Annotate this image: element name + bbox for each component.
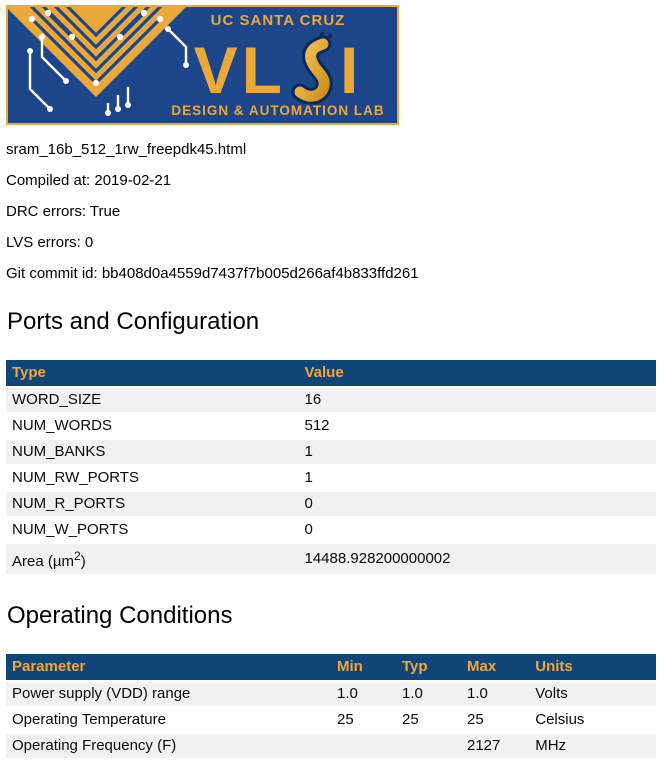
table-row (6, 491, 656, 517)
logo-letter-i: I (340, 33, 363, 107)
type-cell: NUM_R_PORTS (6, 491, 299, 517)
type-cell: NUM_BANKS (6, 439, 299, 465)
table-row (6, 413, 656, 439)
drc-errors-line: DRC errors: True (6, 203, 121, 220)
max-cell: 1.0 (461, 681, 529, 707)
table-row (6, 387, 656, 413)
vlsi-lab-logo (6, 5, 399, 125)
area-label-sup: 2 (74, 549, 81, 563)
table-row (6, 733, 656, 759)
units-cell: MHz (529, 733, 656, 759)
min-cell (331, 733, 396, 759)
table-row (6, 681, 656, 707)
table-row (6, 439, 656, 465)
logo-letter-v: V (193, 33, 242, 107)
lvs-errors-line: LVS errors: 0 (6, 234, 94, 251)
logo-text-block (161, 12, 395, 118)
ports-config-table (6, 360, 656, 576)
column-header-parameter: Parameter (6, 654, 331, 681)
operating-conditions-table (6, 654, 656, 760)
column-header-value: Value (299, 360, 657, 387)
table-row (6, 517, 656, 543)
table-header-row (6, 654, 656, 681)
value-cell: 0 (299, 491, 657, 517)
type-cell: WORD_SIZE (6, 387, 299, 413)
parameter-cell: Operating Temperature (6, 707, 331, 733)
value-cell: 1 (299, 439, 657, 465)
value-cell: 14488.928200000002 (299, 543, 657, 575)
value-cell: 16 (299, 387, 657, 413)
parameter-cell: Operating Frequency (F) (6, 733, 331, 759)
type-cell: NUM_W_PORTS (6, 517, 299, 543)
area-type-cell (6, 543, 299, 575)
area-label-base: Area (µm (12, 553, 74, 570)
banana-slug-icon (286, 31, 338, 105)
column-header-typ: Typ (396, 654, 461, 681)
operating-conditions-heading: Operating Conditions (7, 602, 233, 629)
type-cell: NUM_RW_PORTS (6, 465, 299, 491)
column-header-type: Type (6, 360, 299, 387)
table-row (6, 465, 656, 491)
typ-cell (396, 733, 461, 759)
min-cell: 1.0 (331, 681, 396, 707)
ports-config-heading: Ports and Configuration (7, 308, 260, 335)
max-cell: 25 (461, 707, 529, 733)
report-filename: sram_16b_512_1rw_freepdk45.html (6, 141, 247, 158)
typ-cell: 25 (396, 707, 461, 733)
value-cell: 512 (299, 413, 657, 439)
units-cell: Celsius (529, 707, 656, 733)
column-header-units: Units (529, 654, 656, 681)
column-header-min: Min (331, 654, 396, 681)
table-row (6, 543, 656, 575)
area-label-close: ) (80, 553, 86, 570)
table-row (6, 707, 656, 733)
value-cell: 0 (299, 517, 657, 543)
max-cell: 2127 (461, 733, 529, 759)
column-header-max: Max (461, 654, 529, 681)
logo-org-text: UC SANTA CRUZ (210, 12, 346, 29)
compiled-at-line: Compiled at: 2019-02-21 (6, 172, 172, 189)
table-header-row (6, 360, 656, 387)
logo-letter-l: L (241, 33, 286, 107)
min-cell: 25 (331, 707, 396, 733)
value-cell: 1 (299, 465, 657, 491)
units-cell: Volts (529, 681, 656, 707)
logo-vlsi-text (193, 33, 363, 107)
git-commit-line: Git commit id: bb408d0a4559d7437f7b005d266af4b833ffd261 (6, 265, 419, 282)
logo-subtitle-text: DESIGN & AUTOMATION LAB (171, 103, 385, 118)
type-cell: NUM_WORDS (6, 413, 299, 439)
typ-cell: 1.0 (396, 681, 461, 707)
parameter-cell: Power supply (VDD) range (6, 681, 331, 707)
